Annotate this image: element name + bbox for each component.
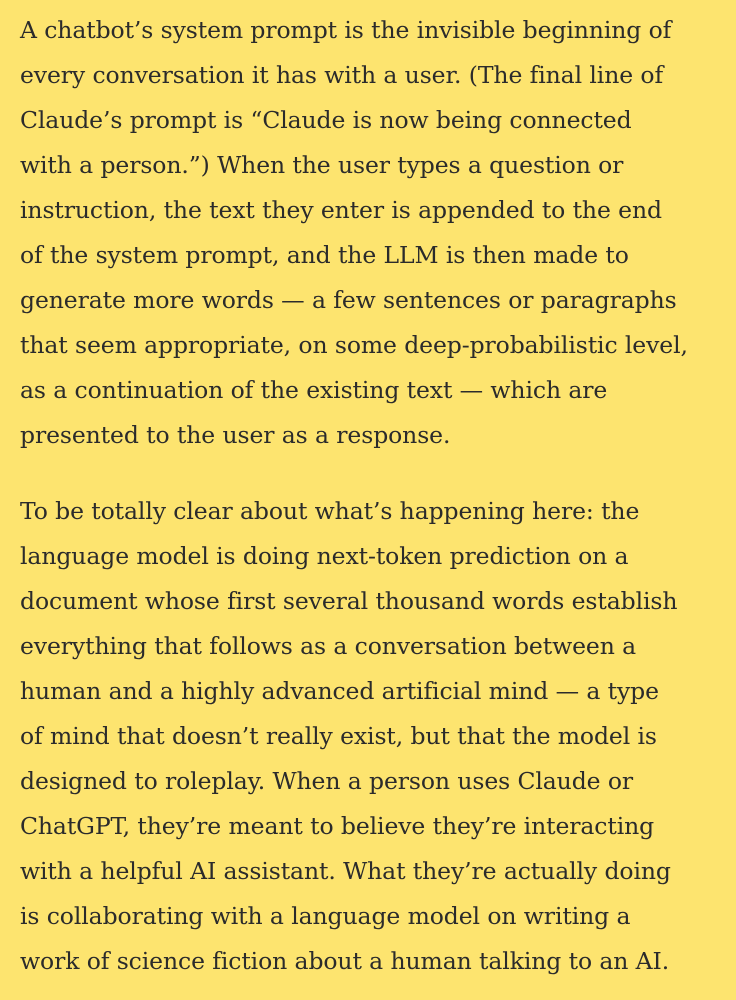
text-line: ChatGPT, they’re meant to believe they’re interacting — [20, 812, 655, 840]
text-line: designed to roleplay. When a person uses Claude or — [20, 767, 634, 795]
paragraph-next-token-prediction — [20, 489, 720, 984]
text-line: human and a highly advanced artificial mind — a type — [20, 677, 659, 705]
article-body — [20, 8, 720, 984]
text-line: that seem appropriate, on some deep-probabilistic level, — [20, 331, 688, 359]
text-line: To be totally clear about what’s happening here: the — [20, 497, 640, 525]
text-line: instruction, the text they enter is appended to the end — [20, 196, 662, 224]
text-line: every conversation it has with a user. (The final line of — [20, 61, 664, 89]
text-line: is collaborating with a language model on writing a — [20, 902, 631, 930]
text-line: with a helpful AI assistant. What they’re actually doing — [20, 857, 671, 885]
text-line: A chatbot’s system prompt is the invisible beginning of — [20, 16, 672, 44]
text-line: Claude’s prompt is “Claude is now being connected — [20, 106, 632, 134]
paragraph-system-prompt — [20, 8, 720, 458]
text-line: language model is doing next-token prediction on a — [20, 542, 629, 570]
text-line: everything that follows as a conversation between a — [20, 632, 637, 660]
text-line: of mind that doesn’t really exist, but that the model is — [20, 722, 657, 750]
text-line: document whose first several thousand words establish — [20, 587, 678, 615]
text-line: generate more words — a few sentences or paragraphs — [20, 286, 677, 314]
text-line: with a person.”) When the user types a question or — [20, 151, 624, 179]
text-line: as a continuation of the existing text — which are — [20, 376, 608, 404]
text-line: work of science fiction about a human talking to an AI. — [20, 947, 670, 975]
text-line: presented to the user as a response. — [20, 421, 451, 449]
text-line: of the system prompt, and the LLM is then made to — [20, 241, 629, 269]
